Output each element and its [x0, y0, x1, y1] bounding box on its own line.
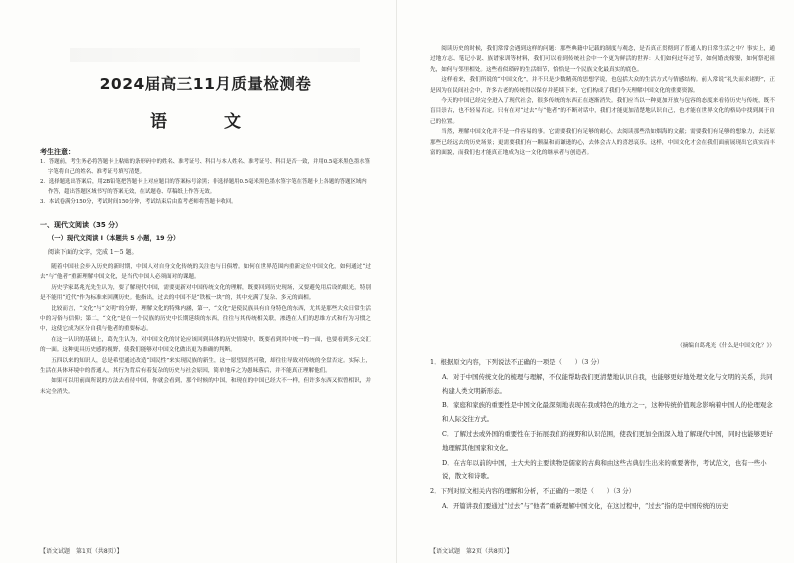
notice-list [40, 158, 371, 209]
question-1-option-a: A．对于中国传统文化的梳理与理解，不仅能帮助我们更清楚地认识自我，也能够更好地处理文化与文明的关系，共同构建人类文明新形态。 [442, 372, 773, 395]
passage-paragraph: 在这一认识的基础上，葛先生认为，对中国文化的讨论应该回到具体的历史情境中，既要看到其中统一的一面，也要看到多元交汇的一面。这种更具历史感的视野，使我们能够对中国文化做出更为准确的判断。 [40, 336, 371, 354]
question-2-option-a: A．开篇讲我们要通过“过去”与“他者”重新理解中国文化，在这过程中，“过去”指的是中国传统的历史 [442, 501, 729, 510]
passage-paragraph: 随着中国社会步入历史的新时期，中国人对自身文化传统的关注也与日俱增。如何在世界范围内重新定位中国文化，如何通过“过去”与“他者”重新理解中国文化，是当代中国人必须面对的课题。 [40, 264, 371, 281]
passage-paragraph: 五四以来的知识人，总是希望通过改造“国民性”来实现民族的新生，这一愿望固然可敬，却往往导致对传统的全盘否定。实际上，生活在具体环境中的普通人，其行为背后有着复杂的历史与社会原因，简单地斥之为愚昧落后，并不能真正理解他们。 [40, 357, 371, 375]
page-footer-right: 【语文试题 第2页（共8页）】 [430, 548, 513, 555]
passage-paragraph: 当然，理解中国文化并不是一件容易的事。它需要我们有足够的耐心，去阅读那些浩如烟海的文献；需要我们有足够的想象力，去还原那些已经远去的历史场景；更需要我们有一颗温和而谦逊的心，去体会古人的喜怒哀乐。这样，中国文化才会在我们面前展现出它真实而丰富的面貌，而我们也才能真正地成为这一文化的继承者与创造者。 [430, 129, 775, 157]
exam-title: 2024届高三11月质量检测卷 [99, 75, 312, 93]
question-block [430, 356, 775, 515]
notice-item: 1．答题前，考生务必将答题卡上粘贴的条形码中的姓名、准考证号、科目与本人姓名、准考证号、科目是否一致，并用0.5毫米黑色墨水签字笔将自己的姓名、准考证号填写清楚。 [40, 159, 371, 175]
passage-paragraph: 今天的中国已经完全进入了现代社会，很多传统的东西正在逐渐消失。我们应当以一种更加开放与包容的态度来看待历史与传统，既不盲目崇古，也不轻易否定。只有在对“过去”与“他者”的不断对话中，我们才能更加清楚地认识自己，也才能在世界文化的格局中找到属于自己的位置。 [430, 98, 775, 125]
page-footer-left: 【语文试题 第1页（共8页）】 [40, 548, 123, 555]
notice-item: 2．选择题选出答案后，用2B铅笔把答题卡上对应题目的答案标号涂黑；非选择题用0.5毫米黑色墨水签字笔在答题卡上各题的答题区域内作答，超出答题区域书写的答案无效，在试题卷、草稿纸上作答无效。 [40, 179, 367, 195]
passage-paragraph: 阅读历史的时候，我们常常会遇到这样的问题：那些典籍中记载的制度与观念，是否真正贯彻到了普通人的日常生活之中？事实上，通过地方志、笔记小说、族谱家训等材料，我们可以看到传统社会中一个更为鲜活的世界：人们如何过年过节，如何婚丧嫁娶，如何祭祀祖先，如何与邻里相处。这些看似琐碎的生活细节，恰恰是一个民族文化最真实的底色。 [430, 46, 775, 73]
question-1-option-d: D．在古年以前的中国，士大夫的主要读物是儒家的古典和由这些古典衍生出来的重要著作，考试范文，也有一些小说，散文和诗歌。 [442, 458, 767, 481]
notice-heading: 考生注意： [40, 148, 75, 156]
reading-instruction: 阅读下面的文字，完成 1～5 题。 [48, 249, 138, 256]
subsection-heading: （一）现代文阅读 I（本题共 5 小题，19 分） [48, 235, 180, 242]
section-heading: 一、现代文阅读（35 分） [40, 221, 123, 229]
reading-passage-right [430, 44, 775, 158]
passage-paragraph: 如果可以用前面所说的方法去看待中国，你就会看到，那个时候的中国，和现在的中国已经大不一样，但许多东西又似曾相识，并未完全消失。 [40, 378, 371, 395]
question-1: 1．根据原文内容，下列说法不正确的一项是（ ）（3 分） [430, 358, 604, 366]
passage-paragraph: 这样看来，我们所说的“中国文化”，并不只是少数精英的思想学说，也包括大众的生活方式与情感结构。前人常说“礼失而求诸野”，正是因为在民间社会中，许多古老的传统得以保存并延续下来，它们构成了我们今天理解中国文化的重要资源。 [430, 77, 775, 94]
subject-title: 语 文 [150, 112, 261, 132]
question-1-option-b: B．家庭和家族的重要性是中国文化最深刻地表现在我或特色的地方之一，这种传统价值观念影响着中国人的伦理观念和人际交往方式。 [442, 401, 773, 424]
question-1-option-c: C．了解过去或外国的重要性在于拓展我们的视野和认识范围，使我们更加全面深入地了解现代中国，同时也能够更好地理解其他国家和文化。 [442, 429, 773, 452]
passage-paragraph: 历史学家葛兆光先生认为，要了解现代中国，需要更新对中国传统文化的理解，既要回到历史现场，又要避免用后设的眼光，特别是不能用“近代”作为标准来回溯历史。他指出，过去的中国不是“铁板一块”的，其中充满了复杂、多元的面相。 [40, 284, 371, 302]
question-2: 2．下列对原文相关内容的理解和分析，不正确的一项是（ ）（3 分） [430, 487, 636, 496]
notice-item: 3．本试卷满分150分，考试时间150分钟，考试结束后由监考老师将答题卡收回。 [40, 199, 237, 206]
reading-passage-left [40, 262, 371, 397]
source-citation: （摘编自葛兆光《什么是中国文化？》） [677, 343, 775, 349]
passage-paragraph: 比较而言，“文化”与“文明”的分野，理解文化的特殊内涵，第一，“文化”是使民族具有自身特色的东西，尤其是那些大众日常生活中的习俗与信仰；第二，“文化”是在一个民族的历史中长期延续的东西，往往与其传统相关联，渗透在人们的思维方式和行为习惯之中，这使它成为区分自我与他者的重要标志。 [40, 305, 371, 333]
page-divider [396, 0, 397, 563]
scan-shading [70, 48, 360, 62]
